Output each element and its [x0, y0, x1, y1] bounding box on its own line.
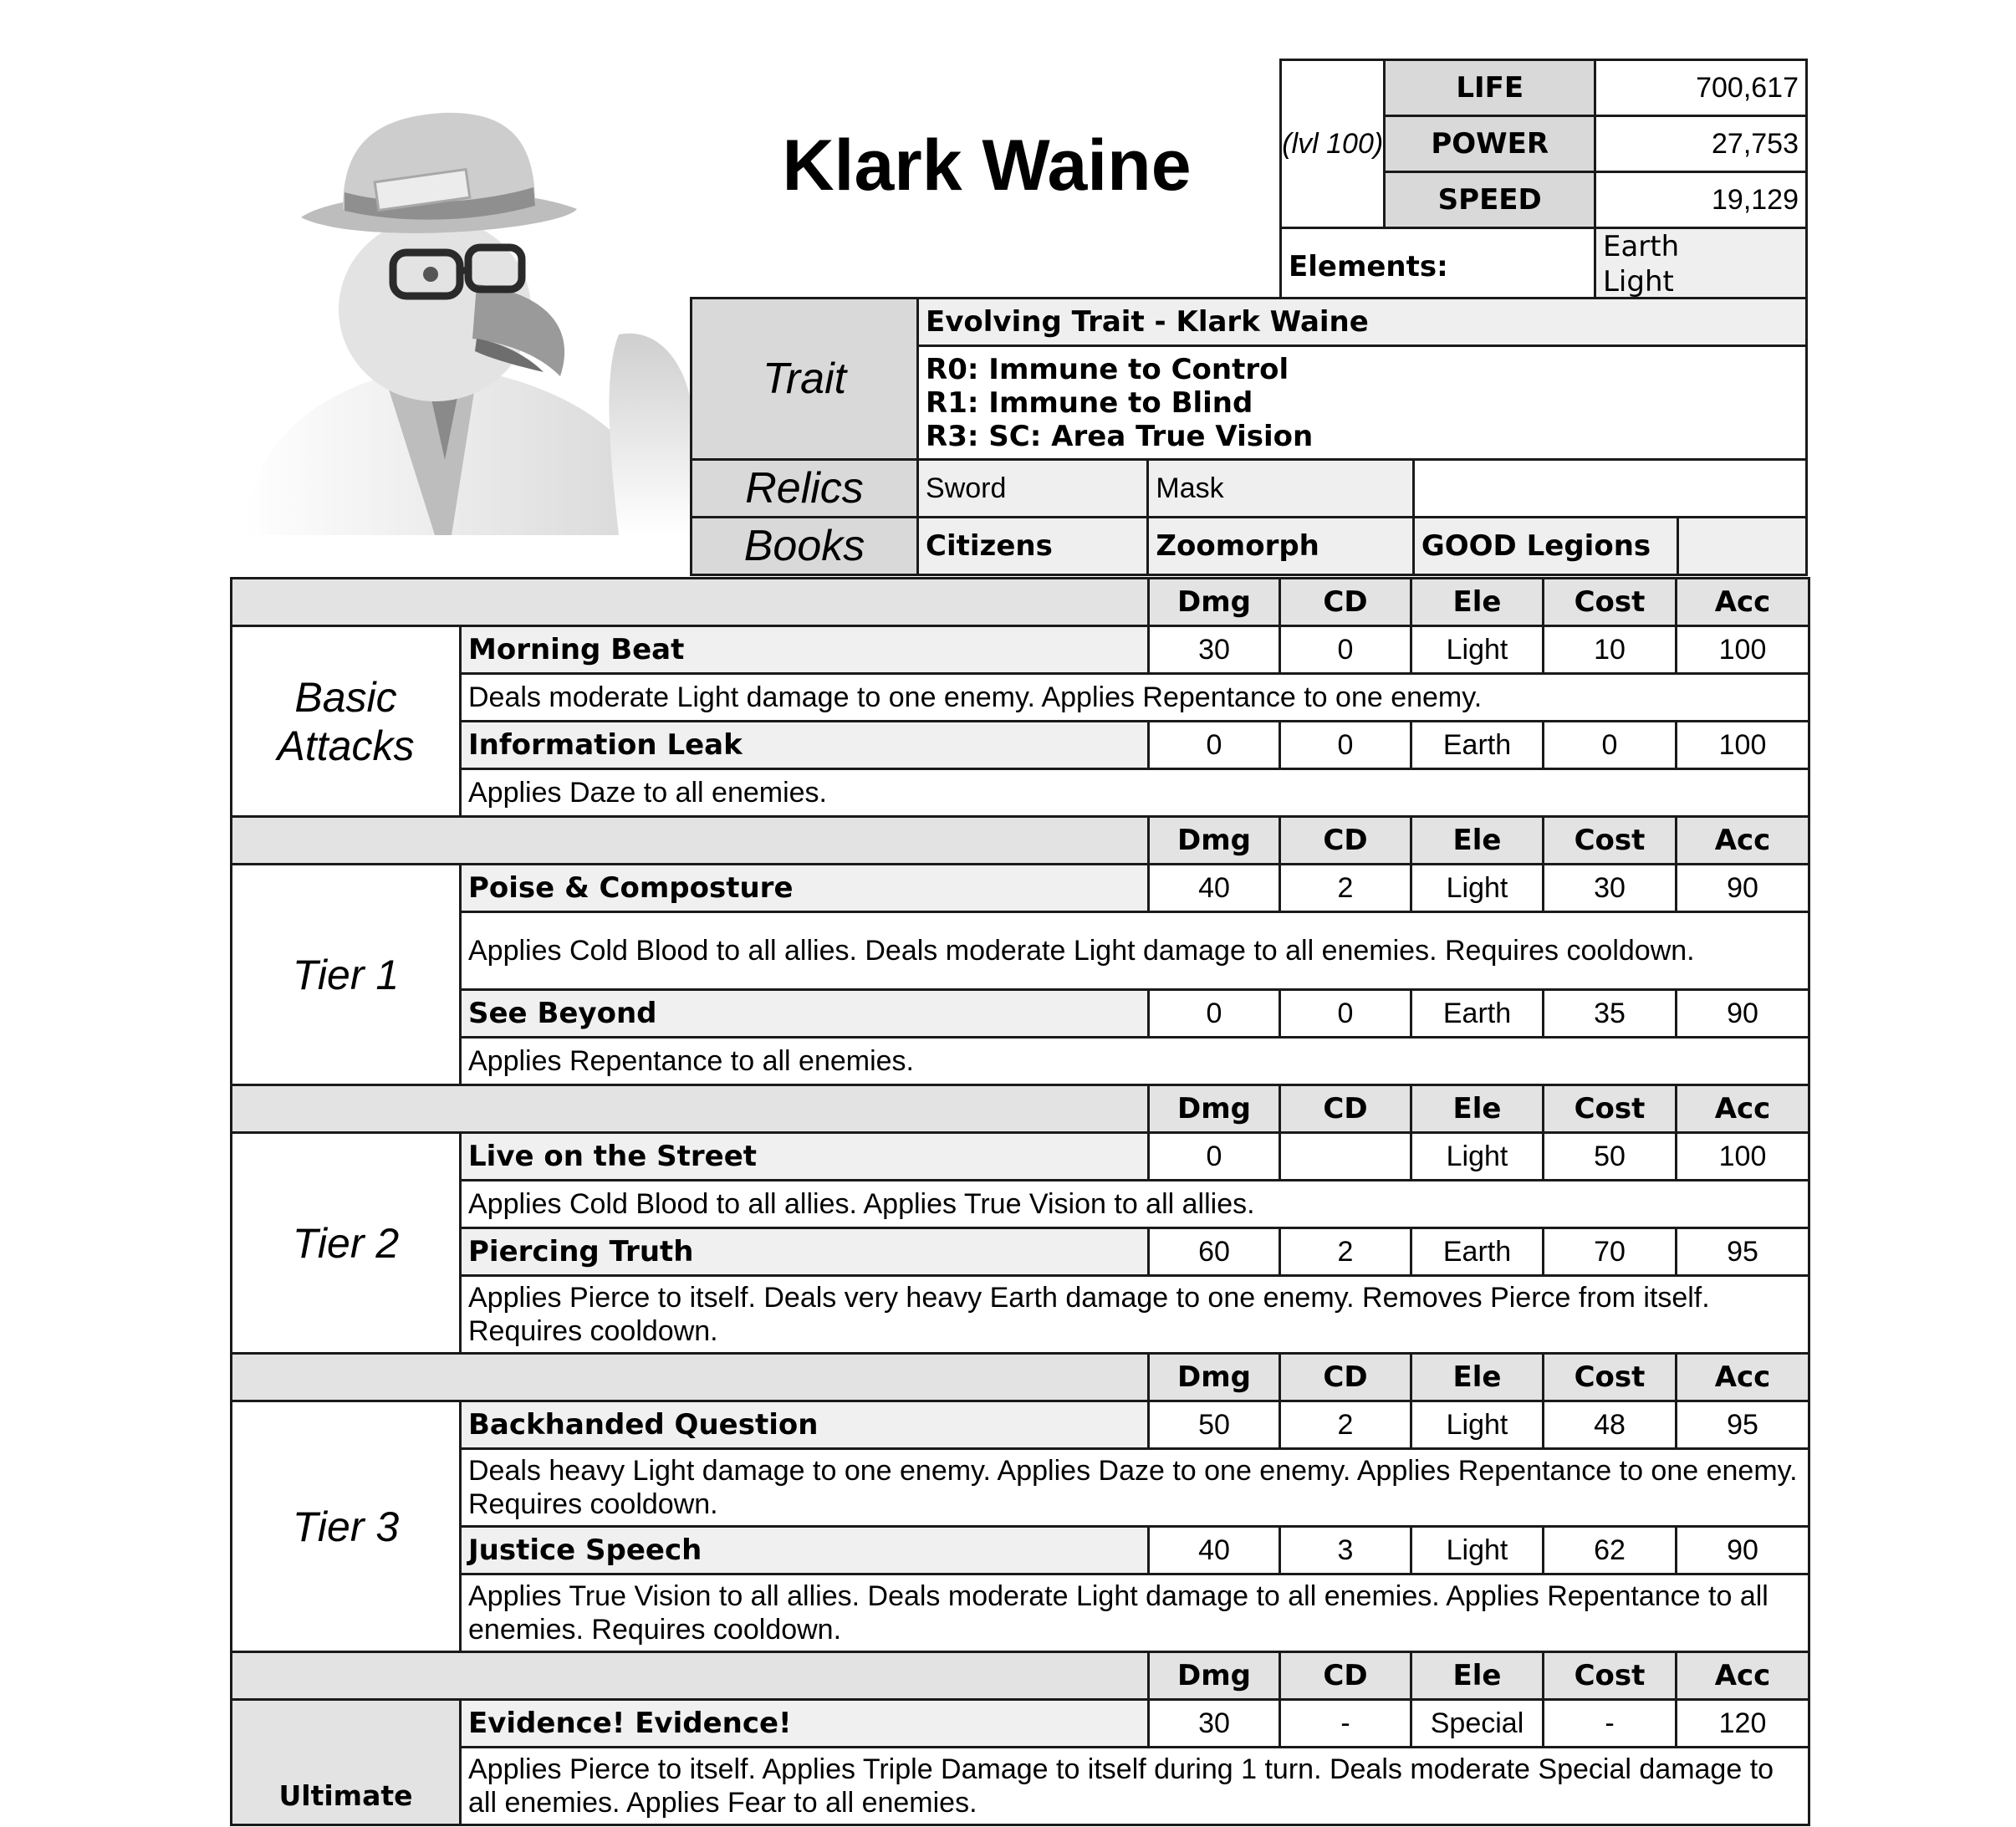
- skill-cost: 30: [1544, 865, 1677, 912]
- trait-rank-2: R3: SC: Area True Vision: [926, 419, 1314, 453]
- skill-name: Information Leak: [461, 722, 1149, 769]
- skill-ele: Light: [1411, 626, 1544, 674]
- header-band: [232, 1085, 1149, 1133]
- book-1: Citizens: [918, 518, 1148, 575]
- column-header-cost: Cost: [1544, 1652, 1677, 1700]
- relic-3: [1413, 460, 1806, 518]
- column-header-ele: Ele: [1411, 1085, 1544, 1133]
- skill-cd: 2: [1280, 1401, 1411, 1449]
- skill-description-row: [232, 1038, 1809, 1085]
- header-band: [232, 1354, 1149, 1401]
- skill-acc: 100: [1677, 1133, 1809, 1181]
- skill-ele: Special: [1411, 1700, 1544, 1748]
- column-header-cd: CD: [1280, 1652, 1411, 1700]
- skill-cost: 35: [1544, 990, 1677, 1038]
- skill-acc: 100: [1677, 722, 1809, 769]
- column-header-acc: Acc: [1677, 1354, 1809, 1401]
- level-label: (lvl 100): [1281, 60, 1385, 228]
- skill-cd: 0: [1280, 990, 1411, 1038]
- skill-cost: 48: [1544, 1401, 1677, 1449]
- column-header-ele: Ele: [1411, 1354, 1544, 1401]
- group-label: Tier 2: [232, 1133, 461, 1354]
- skill-description-row: [232, 1748, 1809, 1825]
- skill-acc: 95: [1677, 1228, 1809, 1276]
- column-header-cost: Cost: [1544, 1354, 1677, 1401]
- column-header-ele: Ele: [1411, 817, 1544, 865]
- column-header-row: [232, 579, 1809, 626]
- skill-row: [232, 1700, 1809, 1748]
- skill-name: Justice Speech: [461, 1527, 1149, 1574]
- trait-title: Evolving Trait - Klark Waine: [918, 299, 1807, 346]
- skill-name: Evidence! Evidence!: [461, 1700, 1149, 1748]
- stats-table: [1279, 59, 1808, 307]
- stat-label-speed: SPEED: [1385, 172, 1595, 228]
- column-header-acc: Acc: [1677, 817, 1809, 865]
- skill-cost: 10: [1544, 626, 1677, 674]
- character-name: Klark Waine: [782, 125, 1192, 206]
- skill-description: Applies True Vision to all allies. Deals moderate Light damage to all enemies. Applies Repentance to all enemies. Requires cooldown.: [461, 1574, 1809, 1652]
- skill-row: [232, 1527, 1809, 1574]
- skill-name: Live on the Street: [461, 1133, 1149, 1181]
- column-header-cost: Cost: [1544, 817, 1677, 865]
- column-header-dmg: Dmg: [1149, 1652, 1280, 1700]
- column-header-dmg: Dmg: [1149, 817, 1280, 865]
- skill-ele: Light: [1411, 1401, 1544, 1449]
- stat-label-life: LIFE: [1385, 60, 1595, 116]
- skill-description: Applies Pierce to itself. Applies Triple Damage to itself during 1 turn. Deals moderate Special damage to all enemies. Applies Fear to all enemies.: [461, 1748, 1809, 1825]
- skill-dmg: 60: [1149, 1228, 1280, 1276]
- element-earth: Earth: [1602, 230, 1680, 263]
- skill-cd: 2: [1280, 1228, 1411, 1276]
- skill-description: Deals heavy Light damage to one enemy. Applies Daze to one enemy. Applies Repentance to one enemy. Requires cooldown.: [461, 1449, 1809, 1527]
- column-header-row: [232, 1085, 1809, 1133]
- skill-acc: 90: [1677, 990, 1809, 1038]
- skill-dmg: 0: [1149, 1133, 1280, 1181]
- skill-name: Piercing Truth: [461, 1228, 1149, 1276]
- skill-dmg: 30: [1149, 1700, 1280, 1748]
- skill-name: Morning Beat: [461, 626, 1149, 674]
- trait-rank-0: R0: Immune to Control: [926, 352, 1289, 386]
- skill-acc: 95: [1677, 1401, 1809, 1449]
- column-header-ele: Ele: [1411, 1652, 1544, 1700]
- skill-ele: Light: [1411, 1527, 1544, 1574]
- skill-description-row: [232, 769, 1809, 817]
- skill-description-row: [232, 912, 1809, 990]
- skill-description-row: [232, 1276, 1809, 1354]
- column-header-acc: Acc: [1677, 1652, 1809, 1700]
- skill-description-row: [232, 1181, 1809, 1228]
- skill-ele: Earth: [1411, 1228, 1544, 1276]
- skill-acc: 100: [1677, 626, 1809, 674]
- skill-dmg: 30: [1149, 626, 1280, 674]
- skill-description: Applies Daze to all enemies.: [461, 769, 1809, 817]
- stat-value-power: 27,753: [1595, 116, 1806, 172]
- column-header-cd: CD: [1280, 579, 1411, 626]
- skill-name: Poise & Composture: [461, 865, 1149, 912]
- skill-dmg: 0: [1149, 722, 1280, 769]
- column-header-cd: CD: [1280, 1085, 1411, 1133]
- trait-relics-books-table: [690, 297, 1808, 576]
- skill-cd: 0: [1280, 722, 1411, 769]
- skill-cost: 70: [1544, 1228, 1677, 1276]
- books-label: Books: [692, 518, 918, 575]
- skill-cost: 62: [1544, 1527, 1677, 1574]
- skill-name: Backhanded Question: [461, 1401, 1149, 1449]
- group-label: Ultimate: [232, 1700, 461, 1825]
- skill-dmg: 50: [1149, 1401, 1280, 1449]
- column-header-dmg: Dmg: [1149, 1354, 1280, 1401]
- skill-acc: 120: [1677, 1700, 1809, 1748]
- group-label: Tier 3: [232, 1401, 461, 1652]
- skill-cd: [1280, 1133, 1411, 1181]
- column-header-acc: Acc: [1677, 1085, 1809, 1133]
- skill-acc: 90: [1677, 1527, 1809, 1574]
- element-light: Light: [1602, 265, 1674, 299]
- skill-name: See Beyond: [461, 990, 1149, 1038]
- column-header-cd: CD: [1280, 817, 1411, 865]
- relics-label: Relics: [692, 460, 918, 518]
- header-band: [232, 1652, 1149, 1700]
- skill-description: Deals moderate Light damage to one enemy. Applies Repentance to one enemy.: [461, 674, 1809, 722]
- column-header-cd: CD: [1280, 1354, 1411, 1401]
- book-2: Zoomorph: [1148, 518, 1413, 575]
- column-header-cost: Cost: [1544, 1085, 1677, 1133]
- trait-rank-1: R1: Immune to Blind: [926, 385, 1253, 420]
- skill-row: [232, 865, 1809, 912]
- skill-description-row: [232, 674, 1809, 722]
- relic-2: Mask: [1148, 460, 1413, 518]
- column-header-row: [232, 1652, 1809, 1700]
- book-4: [1677, 518, 1806, 575]
- column-header-row: [232, 1354, 1809, 1401]
- skill-row: [232, 722, 1809, 769]
- skill-cost: -: [1544, 1700, 1677, 1748]
- relic-1: Sword: [918, 460, 1148, 518]
- column-header-dmg: Dmg: [1149, 1085, 1280, 1133]
- book-3: GOOD Legions: [1413, 518, 1677, 575]
- group-label: Tier 1: [232, 865, 461, 1085]
- skill-cd: 2: [1280, 865, 1411, 912]
- skill-cost: 50: [1544, 1133, 1677, 1181]
- elements-list: [1595, 228, 1806, 306]
- skill-row: [232, 990, 1809, 1038]
- header-band: [232, 579, 1149, 626]
- skill-cd: 0: [1280, 626, 1411, 674]
- stat-value-speed: 19,129: [1595, 172, 1806, 228]
- column-header-acc: Acc: [1677, 579, 1809, 626]
- skill-cost: 0: [1544, 722, 1677, 769]
- trait-label: Trait: [692, 299, 918, 460]
- stat-label-power: POWER: [1385, 116, 1595, 172]
- skill-dmg: 40: [1149, 865, 1280, 912]
- group-label: Basic Attacks: [232, 626, 461, 817]
- skill-ele: Earth: [1411, 990, 1544, 1038]
- skill-description: Applies Repentance to all enemies.: [461, 1038, 1809, 1085]
- skill-cd: -: [1280, 1700, 1411, 1748]
- skill-ele: Light: [1411, 865, 1544, 912]
- column-header-row: [232, 817, 1809, 865]
- column-header-ele: Ele: [1411, 579, 1544, 626]
- skill-row: [232, 1228, 1809, 1276]
- skill-cd: 3: [1280, 1527, 1411, 1574]
- elements-label: Elements:: [1281, 228, 1595, 306]
- header-band: [232, 817, 1149, 865]
- skill-row: [232, 626, 1809, 674]
- column-header-dmg: Dmg: [1149, 579, 1280, 626]
- skill-ele: Earth: [1411, 722, 1544, 769]
- character-portrait: [226, 100, 694, 535]
- stat-value-life: 700,617: [1595, 60, 1806, 116]
- trait-ranks: [918, 346, 1807, 460]
- skill-description: Applies Cold Blood to all allies. Deals moderate Light damage to all enemies. Requires cooldown.: [461, 912, 1809, 990]
- skill-row: [232, 1401, 1809, 1449]
- skill-description-row: [232, 1449, 1809, 1527]
- skill-acc: 90: [1677, 865, 1809, 912]
- skill-ele: Light: [1411, 1133, 1544, 1181]
- skill-description: Applies Cold Blood to all allies. Applies True Vision to all allies.: [461, 1181, 1809, 1228]
- column-header-cost: Cost: [1544, 579, 1677, 626]
- skill-description: Applies Pierce to itself. Deals very heavy Earth damage to one enemy. Removes Pierce from itself. Requires cooldown.: [461, 1276, 1809, 1354]
- skills-table: [230, 577, 1810, 1826]
- skill-dmg: 0: [1149, 990, 1280, 1038]
- skill-dmg: 40: [1149, 1527, 1280, 1574]
- skill-description-row: [232, 1574, 1809, 1652]
- skill-row: [232, 1133, 1809, 1181]
